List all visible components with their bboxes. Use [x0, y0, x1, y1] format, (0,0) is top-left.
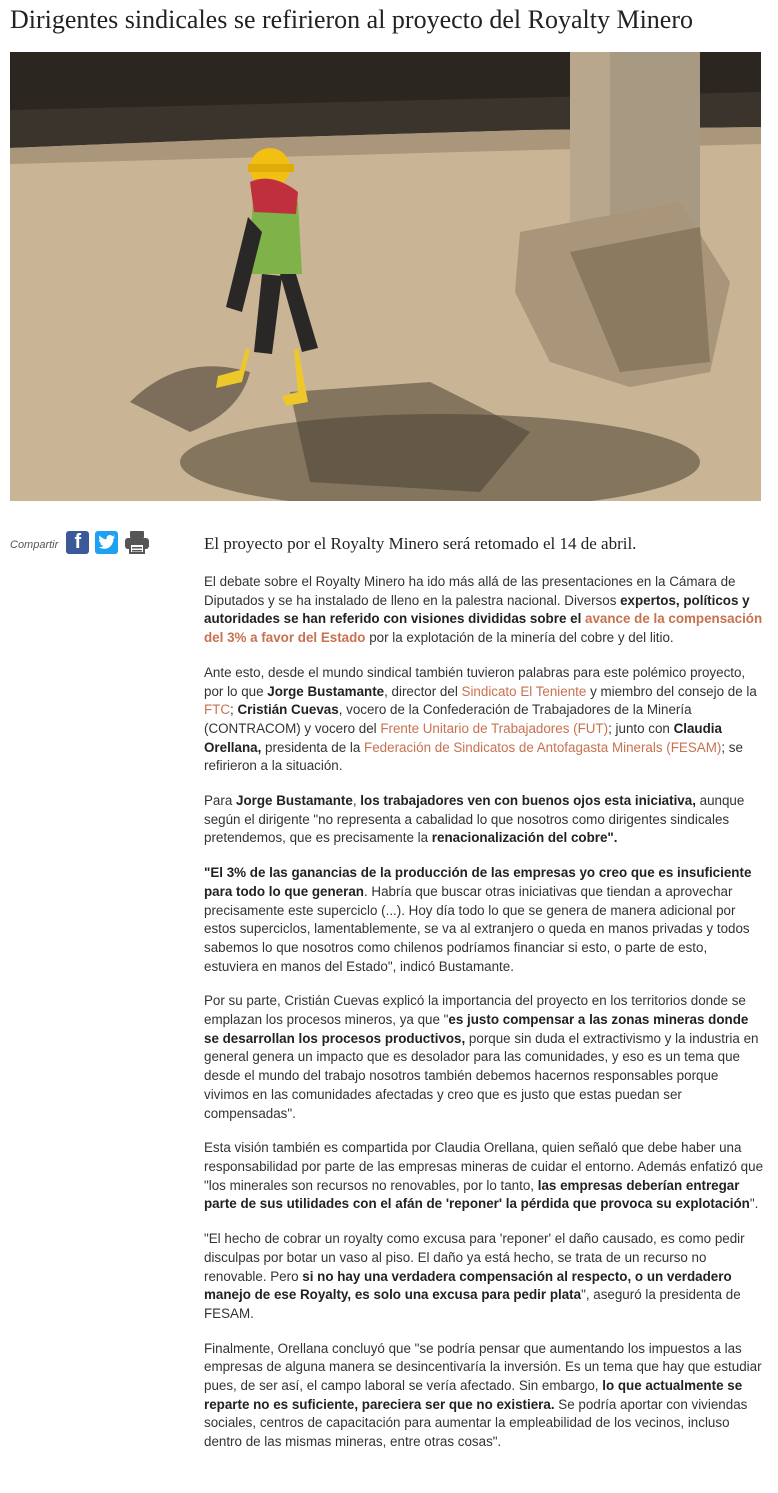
bold-text: Jorge Bustamante	[236, 793, 353, 809]
article-paragraph	[204, 573, 764, 648]
text-run: "El hecho de cobrar un royalty como excusa para 'reponer' el daño causado, es como pedir disculpas por botar un vaso al piso. El daño ya está hecho, se trata de un recurso no renovable. Pero	[204, 1231, 745, 1284]
text-run: Esta visión también es compartida por Claudia Orellana, quien señaló que debe haber una responsabilidad por parte de las empresas mineras de cuidar el entorno. Además enfatizó que "los minerales son recursos no renovables, por lo tanto,	[204, 1140, 764, 1193]
text-run: ".	[749, 1196, 759, 1212]
bold-text: es justo compensar a las zonas mineras donde se desarrollan los procesos productivos,	[204, 1012, 749, 1046]
text-run: Finalmente, Orellana concluyó que "se podría pensar que aumentando los impuestos a las empresas de alguna manera se desincentivaría la inversión. Es un tema que hay que estudiar pues, de ser así, el campo laboral se vería afectado. Sin embargo,	[204, 1340, 762, 1394]
twitter-bird-glyph	[99, 535, 115, 549]
bold-text: las empresas deberían entregar parte de sus utilidades con el afán de 'reponer' la pérdida que provoca su explotación	[204, 1177, 750, 1212]
inline-link[interactable]: FTC	[204, 702, 231, 718]
inline-link[interactable]: Federación de Sindicatos de Antofagasta Minerals (FESAM)	[364, 739, 722, 755]
bold-text: lo que actualmente se reparte no es suficiente, pareciera ser que no existiera.	[204, 1378, 743, 1412]
print-icon[interactable]	[124, 531, 150, 554]
text-run: El debate sobre el Royalty Minero ha ido más allá de las presentaciones en la Cámara de Diputados y se ha instalado de lleno en la palestra nacional. Diversos	[204, 574, 736, 608]
article-paragraph	[204, 864, 764, 976]
text-run: Por su parte, Cristián Cuevas explicó la importancia del proyecto en los territorios donde se emplazan los procesos mineros, ya que "	[204, 993, 746, 1028]
text-run: ", aseguró la presidenta de FESAM.	[204, 1287, 741, 1321]
text-run: , director del	[384, 683, 462, 699]
bold-text: "El 3% de las ganancias de la producción de las empresas yo creo que es insuficiente para todo lo que generan	[204, 865, 752, 899]
bold-text: Jorge Bustamante	[267, 683, 385, 699]
article-lead: El proyecto por el Royalty Minero será retomado el 14 de abril.	[204, 534, 637, 553]
bold-text: Claudia Orellana,	[204, 720, 722, 755]
text-run: porque sin duda el extractivismo y la industria en general genera un impacto que es desolador para las comunidades, y eso es un tema que desde el mundo del trabajo nosotros también debemos hacernos responsables porque vivimos en las comunidades afectadas y creo que es justo que estas puedan ser compensadas".	[204, 1030, 759, 1121]
text-run: ; se refirieron a la situación.	[204, 739, 743, 774]
miner-excavator-image	[10, 52, 761, 501]
text-run: , vocero de la Confederación de Trabajadores de la Minería (CONTRACOM) y vocero del	[204, 702, 692, 736]
article-paragraph	[204, 664, 764, 776]
share-label: Compartir	[10, 539, 59, 551]
text-run: y miembro del consejo de la	[586, 683, 757, 699]
article-title: Dirigentes sindicales se refirieron al proyecto del Royalty Minero	[10, 5, 694, 34]
printer-glyph	[124, 530, 150, 554]
article-paragraphs	[204, 573, 764, 1452]
bold-text: los trabajadores ven con buenos ojos esta iniciativa,	[360, 793, 696, 809]
bold-text: renacionalización del cobre".	[431, 830, 618, 846]
article-paragraph	[204, 792, 764, 848]
article-paragraph	[204, 1230, 764, 1324]
text-run: ;	[230, 702, 238, 718]
inline-link[interactable]: Sindicato El Teniente	[461, 683, 587, 699]
inline-link[interactable]: avance de la compensación del 3% a favor del Estado	[204, 611, 763, 646]
text-run: Para	[204, 793, 237, 809]
facebook-icon[interactable]: f	[66, 531, 89, 554]
bold-text: expertos, políticos y autoridades se han referido con visiones divididas sobre el	[204, 592, 750, 627]
text-run: ,	[352, 793, 361, 809]
article-paragraph	[204, 1340, 764, 1452]
text-run: . Habría que buscar otras iniciativas que tiendan a aprovechar precisamente este superciclo (...). Hoy día todo lo que se genera de manera adicional por estos superciclos, lamentablemente, se va al extranjero o queda en manos privadas y todos sabemos lo que nosotros como chilenos podríamos financiar si esto, o parte de esto, estuviera en manos del Estado", indicó Bustamante.	[204, 883, 750, 974]
inline-link[interactable]: Frente Unitario de Trabajadores (FUT)	[380, 720, 609, 736]
article-photo	[10, 52, 761, 501]
text-run: aunque según el dirigente "no representa a cabalidad lo que nosotros como dirigentes sindicales pretendemos, que es precisamente la	[204, 793, 745, 846]
share-bar	[10, 528, 156, 556]
bold-text: si no hay una verdadera compensación al respecto, o un verdadero manejo de ese Royalty, es solo una excusa para pedir plata	[204, 1268, 732, 1303]
text-run: Se podría aportar con viviendas sociales, centros de capacitación para aumentar la empleabilidad de los vecinos, incluso dentro de las mismas mineras, entre otras cosas".	[204, 1396, 748, 1450]
text-run: Ante esto, desde el mundo sindical también tuvieron palabras para este polémico proyecto, por lo que	[204, 664, 746, 699]
article-paragraph	[204, 1139, 764, 1214]
bold-text: Cristián Cuevas	[237, 702, 339, 718]
article-body	[204, 532, 764, 1468]
article-paragraph	[204, 992, 764, 1123]
text-run: ; junto con	[608, 720, 674, 736]
twitter-icon[interactable]	[95, 531, 118, 554]
text-run: presidenta de la	[261, 739, 365, 755]
text-run: por la explotación de la minería del cobre y del litio.	[365, 630, 674, 646]
